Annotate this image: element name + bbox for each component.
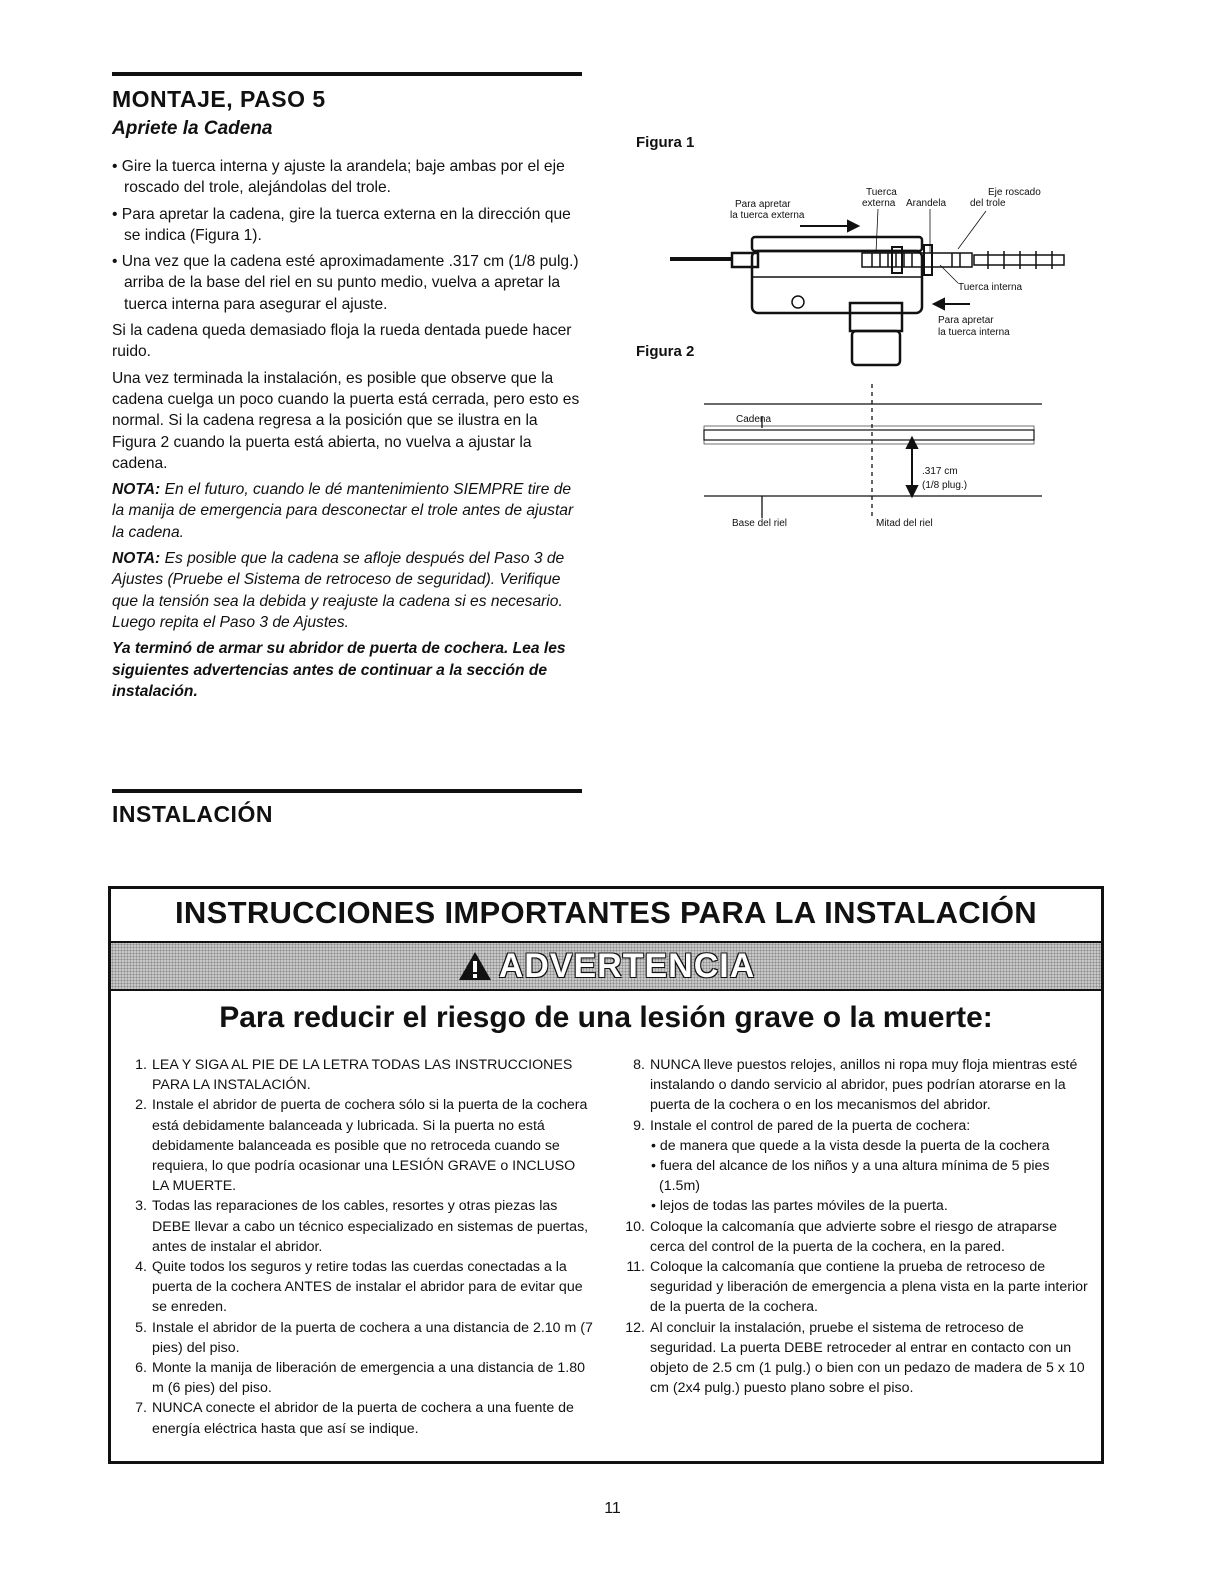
paragraph: Si la cadena queda demasiado floja la rueda dentada puede hacer ruido. (112, 322, 572, 361)
figure-2-diagram (700, 380, 1050, 535)
warning-triangle-icon (457, 950, 493, 982)
warning-banner (111, 941, 1101, 991)
label-para-apretar-externa-2: la tuerca externa (730, 210, 805, 221)
note-text: Es posible que la cadena se afloje después del Paso 3 de Ajustes (Pruebe el Sistema de retroceso de seguridad). Verifique que la tensión sea la debida y reajuste la cadena si es necesario. Luego repita el Paso 3 de Ajustes. (112, 550, 565, 631)
item-text: Monte la manija de liberación de emergencia a una distancia de 1.80 m (6 pies) del piso. (152, 1360, 585, 1397)
list-item (123, 1055, 593, 1095)
label-eje-roscado: Eje roscado (988, 187, 1041, 198)
montaje-top-rule (112, 72, 582, 76)
note-text: En el futuro, cuando le dé mantenimiento SIEMPRE tire de la manija de emergencia para desconectar el trole antes de ajustar la cadena. (112, 481, 574, 541)
paragraph: Una vez terminada la instalación, es posible que observe que la cadena cuelga un poco cuando la puerta está cerrada, pero esto es normal. Si la cadena regresa a la posición que se ilustra en la Figura 2 cuando la puerta está abierta, no vuelva a ajustar la cadena. (112, 369, 580, 472)
label-para-apretar-externa: Para apretar (735, 199, 791, 210)
item-number: 12. (625, 1319, 645, 1336)
label-tuerca-externa: Tuerca (866, 187, 897, 198)
item-text: Instale el abridor de puerta de cochera sólo si la puerta de la cochera está debidamente balanceada y lubricada. Si la puerta no está debidamente balanceada es posible que no retroceda cuando se requiera, lo que podría ocasionar una LESIÓN GRAVE o INCLUSO LA MUERTE. (152, 1097, 588, 1195)
montaje-subheading: Apriete la Cadena (112, 118, 273, 139)
item-number: 4. (135, 1259, 147, 1276)
bullet-item: • Una vez que la cadena esté aproximadamente .317 cm (1/8 pulg.) arriba de la base del riel en su punto medio, vuelva a apretar la tuerca interna para asegurar el ajuste. (112, 253, 579, 313)
item-number: 8. (633, 1057, 645, 1073)
note-label: NOTA: (112, 550, 161, 568)
warning-subtitle: Para reducir el riesgo de una lesión grave o la muerte: (219, 1001, 993, 1034)
chain (974, 251, 1064, 269)
label-para-apretar-interna-2: la tuerca interna (938, 327, 1010, 338)
figure-2-label: Figura 2 (636, 343, 695, 360)
list-item (123, 1318, 593, 1358)
bullet-item: • Gire la tuerca interna y ajuste la arandela; baje ambas por el eje roscado del trole, alejándolas del trole. (112, 158, 565, 197)
label-para-apretar-interna: Para apretar (938, 315, 994, 326)
item-number: 9. (633, 1117, 645, 1134)
item-text: Instale el control de pared de la puerta de cochera: (650, 1117, 971, 1134)
arrow-interna (934, 299, 970, 309)
item-text: NUNCA lleve puestos relojes, anillos ni ropa muy floja mientras esté instalando o dando servicio al abridor, pues podrían atorarse en la puerta de la cochera o en los mecanismos del abridor. (650, 1057, 1078, 1114)
label-mitad-riel: Mitad del riel (876, 518, 933, 529)
item-number: 5. (135, 1319, 147, 1336)
list-item (123, 1095, 593, 1196)
list-item (123, 1358, 593, 1398)
sub-bullet: • de manera que quede a la vista desde la puerta de la cochera (651, 1137, 1050, 1154)
list-item (123, 1196, 593, 1257)
item-number: 2. (135, 1097, 147, 1114)
rail-lines (704, 384, 1042, 520)
item-number: 10. (625, 1218, 645, 1235)
warning-box (108, 886, 1104, 1464)
instalacion-top-rule (112, 789, 582, 793)
page-number: 11 (604, 1500, 621, 1517)
montaje-body (112, 156, 582, 707)
list-item (621, 1116, 1091, 1136)
label-tuerca-externa-2: externa (862, 198, 896, 209)
item-text: Coloque la calcomanía que advierte sobre el riesgo de atraparse cerca del control de la puerta de la cochera, en la pared. (650, 1218, 1057, 1255)
threaded-shaft (862, 245, 972, 275)
warning-list-right (621, 1055, 1091, 1398)
item-text: Al concluir la instalación, pruebe el sistema de retroceso de seguridad. La puerta DEBE retroceder al entrar en contacto con un objeto de 2.5 cm (1 pulg.) o bien con un pedazo de madera de 5 x 10 cm (2x4 pulg.) puesto plano sobre el piso. (650, 1319, 1085, 1397)
item-text: Coloque la calcomanía que contiene la prueba de retroceso de seguridad y liberación de emergencia a plena vista en la parte interior de la puerta de la cochera. (650, 1259, 1088, 1316)
item-text: Todas las reparaciones de los cables, resortes y otras piezas las DEBE llevar a cabo un técnico especializado en sistemas de puertas, antes de instalar el abridor. (152, 1198, 589, 1255)
list-item (621, 1055, 1091, 1116)
instalacion-heading: INSTALACIÓN (112, 801, 273, 827)
warning-title: INSTRUCCIONES IMPORTANTES PARA LA INSTALACIÓN (175, 895, 1037, 930)
montaje-heading: MONTAJE, PASO 5 (112, 86, 326, 112)
item-text: NUNCA conecte el abridor de la puerta de cochera a una fuente de energía eléctrica hasta que así se indique. (152, 1400, 574, 1437)
figure-1-label: Figura 1 (636, 134, 695, 151)
label-medida-2: (1/8 plug.) (922, 480, 968, 491)
warning-word: ADVERTENCIA (498, 946, 756, 985)
final-note: Ya terminó de armar su abridor de puerta de cochera. Lea les siguientes advertencias antes de continuar a la sección de instalación. (112, 640, 566, 700)
label-cadena: Cadena (736, 414, 772, 425)
item-number: 7. (135, 1400, 147, 1417)
item-text: Instale el abridor de la puerta de cochera a una distancia de 2.10 m (7 pies) del piso. (152, 1319, 593, 1356)
list-item (123, 1398, 593, 1438)
trolley (670, 237, 922, 365)
item-text: Quite todos los seguros y retire todas las cuerdas conectadas a la puerta de la cochera ANTES de instalar el abridor para de evitar que se enreden. (152, 1259, 583, 1316)
item-text: LEA Y SIGA AL PIE DE LA LETRA TODAS LAS INSTRUCCIONES PARA LA INSTALACIÓN. (152, 1057, 573, 1094)
label-medida: .317 cm (922, 466, 958, 477)
note-1 (112, 479, 582, 543)
label-base-riel: Base del riel (732, 518, 788, 529)
item-number: 3. (135, 1198, 147, 1215)
sub-bullet: • lejos de todas las partes móviles de la puerta. (651, 1198, 948, 1215)
figure-1-diagram (640, 175, 1080, 375)
measure-arrow (907, 438, 917, 496)
note-label: NOTA: (112, 481, 161, 499)
item-number: 1. (135, 1057, 147, 1073)
sub-bullet: • fuera del alcance de los niños y a una altura mínima de 5 pies (1.5m) (651, 1158, 1050, 1195)
label-arandela: Arandela (906, 198, 947, 209)
list-item (621, 1318, 1091, 1399)
bullet-item: • Para apretar la cadena, gire la tuerca externa en la dirección que se indica (Figura 1). (112, 205, 571, 244)
item-number: 11. (626, 1259, 645, 1276)
warning-list-left (123, 1055, 593, 1439)
arrow-externa (800, 221, 858, 231)
list-item (621, 1217, 1091, 1257)
note-2 (112, 548, 582, 633)
list-item (621, 1257, 1091, 1318)
item-number: 6. (135, 1360, 147, 1377)
list-item (123, 1257, 593, 1318)
label-eje-roscado-2: del trole (970, 198, 1006, 209)
chain-links (704, 426, 1034, 444)
label-tuerca-interna: Tuerca interna (958, 282, 1023, 293)
